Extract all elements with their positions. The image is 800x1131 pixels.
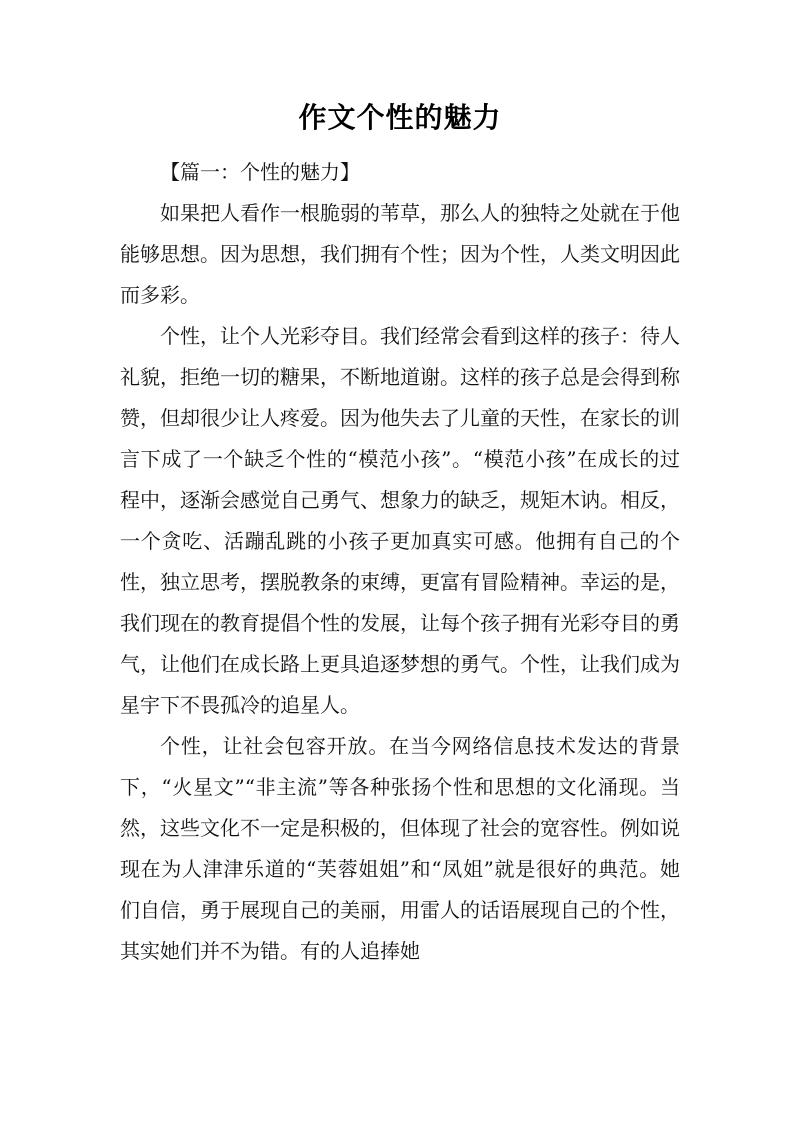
paragraph-1: 如果把人看作一根脆弱的苇草，那么人的独特之处就在于他能够思想。因为思想，我们拥有个性；因为个性，人类文明因此而多彩。 [120, 201, 680, 307]
document-body [120, 152, 680, 972]
section-heading: 【篇一：个性的魅力】 [160, 160, 360, 184]
paragraph-2: 个性，让个人光彩夺目。我们经常会看到这样的孩子：待人礼貌，拒绝一切的糖果，不断地道谢。这样的孩子总是会得到称赞，但却很少让人疼爱。因为他失去了儿童的天性，在家长的训言下成了一个缺乏个性的“模范小孩”。“模范小孩”在成长的过程中，逐渐会感觉自己勇气、想象力的缺乏，规矩木讷。相反，一个贪吃、活蹦乱跳的小孩子更加真实可感。他拥有自己的个性，独立思考，摆脱教条的束缚，更富有冒险精神。幸运的是，我们现在的教育提倡个性的发展，让每个孩子拥有光彩夺目的勇气，让他们在成长路上更具追逐梦想的勇气。个性，让我们成为星宇下不畏孤冷的追星人。 [120, 324, 680, 717]
paragraph-3: 个性，让社会包容开放。在当今网络信息技术发达的背景下，“火星文”“非主流”等各种张扬个性和思想的文化涌现。当然，这些文化不一定是积极的，但体现了社会的宽容性。例如说现在为人津津乐道的“芙蓉姐姐”和“凤姐”就是很好的典范。她们自信，勇于展现自己的美丽，用雷人的话语展现自己的个性，其实她们并不为错。有的人追捧她 [120, 734, 680, 963]
document-title: 作文个性的魅力 [298, 101, 502, 134]
